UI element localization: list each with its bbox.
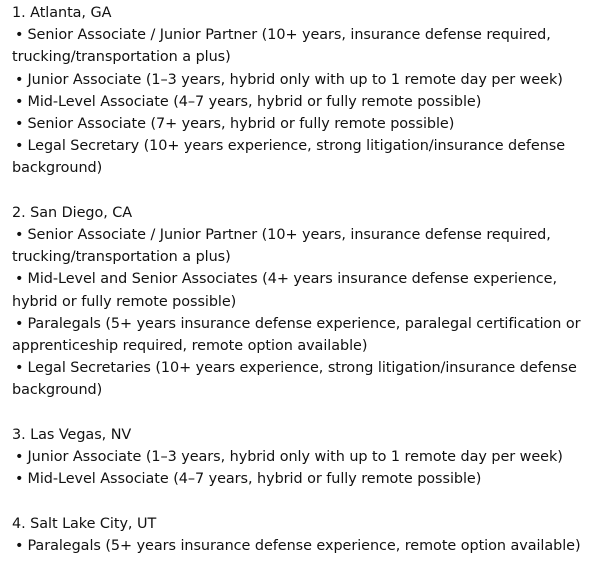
bullet-icon: • xyxy=(15,449,24,466)
location-section-atlanta xyxy=(12,2,600,180)
list-item xyxy=(12,224,600,268)
bullet-icon: • xyxy=(15,271,24,288)
list-item xyxy=(12,313,600,357)
list-item xyxy=(12,69,600,91)
list-item xyxy=(12,91,600,113)
job-listings-document xyxy=(12,2,600,557)
list-item xyxy=(12,535,600,557)
bullet-icon: • xyxy=(15,315,24,332)
list-item-text: Mid-Level Associate (4–7 years, hybrid or fully remote possible) xyxy=(27,471,482,488)
list-item xyxy=(12,357,600,401)
list-item xyxy=(12,268,600,312)
list-item xyxy=(12,113,600,135)
list-item-text: Paralegals (5+ years insurance defense experience, remote option available) xyxy=(27,537,581,554)
list-item xyxy=(12,24,600,68)
list-item xyxy=(12,446,600,468)
list-item-text: Legal Secretary (10+ years experience, strong litigation/insurance defense background) xyxy=(12,138,566,177)
bullet-icon: • xyxy=(15,71,24,88)
list-item xyxy=(12,468,600,490)
location-heading: 4. Salt Lake City, UT xyxy=(12,515,157,532)
location-section-san-diego xyxy=(12,202,600,402)
bullet-icon: • xyxy=(15,537,24,554)
bullet-icon: • xyxy=(15,471,24,488)
list-item-text: Mid-Level and Senior Associates (4+ years insurance defense experience, hybrid or fully remote possible) xyxy=(12,271,557,310)
bullet-icon: • xyxy=(15,27,24,44)
bullet-icon: • xyxy=(15,227,24,244)
location-section-las-vegas xyxy=(12,424,600,491)
list-item-text: Senior Associate (7+ years, hybrid or fully remote possible) xyxy=(27,116,455,133)
list-item-text: Junior Associate (1–3 years, hybrid only with up to 1 remote day per week) xyxy=(27,449,563,466)
list-item xyxy=(12,135,600,179)
bullet-icon: • xyxy=(15,360,24,377)
location-heading: 2. San Diego, CA xyxy=(12,204,133,221)
list-item-text: Legal Secretaries (10+ years experience, strong litigation/insurance defense background) xyxy=(12,360,577,399)
location-heading: 3. Las Vegas, NV xyxy=(12,426,132,443)
list-item-text: Senior Associate / Junior Partner (10+ years, insurance defense required, trucking/transportation a plus) xyxy=(12,27,551,66)
bullet-icon: • xyxy=(15,138,24,155)
bullet-icon: • xyxy=(15,93,24,110)
list-item-text: Mid-Level Associate (4–7 years, hybrid or fully remote possible) xyxy=(27,93,482,110)
list-item-text: Junior Associate (1–3 years, hybrid only with up to 1 remote day per week) xyxy=(27,71,563,88)
location-heading: 1. Atlanta, GA xyxy=(12,5,112,21)
location-section-salt-lake-city xyxy=(12,513,600,557)
bullet-icon: • xyxy=(15,116,24,133)
list-item-text: Paralegals (5+ years insurance defense experience, paralegal certification or apprenticeship required, remote option available) xyxy=(12,315,581,355)
list-item-text: Senior Associate / Junior Partner (10+ years, insurance defense required, trucking/transportation a plus) xyxy=(12,227,551,266)
